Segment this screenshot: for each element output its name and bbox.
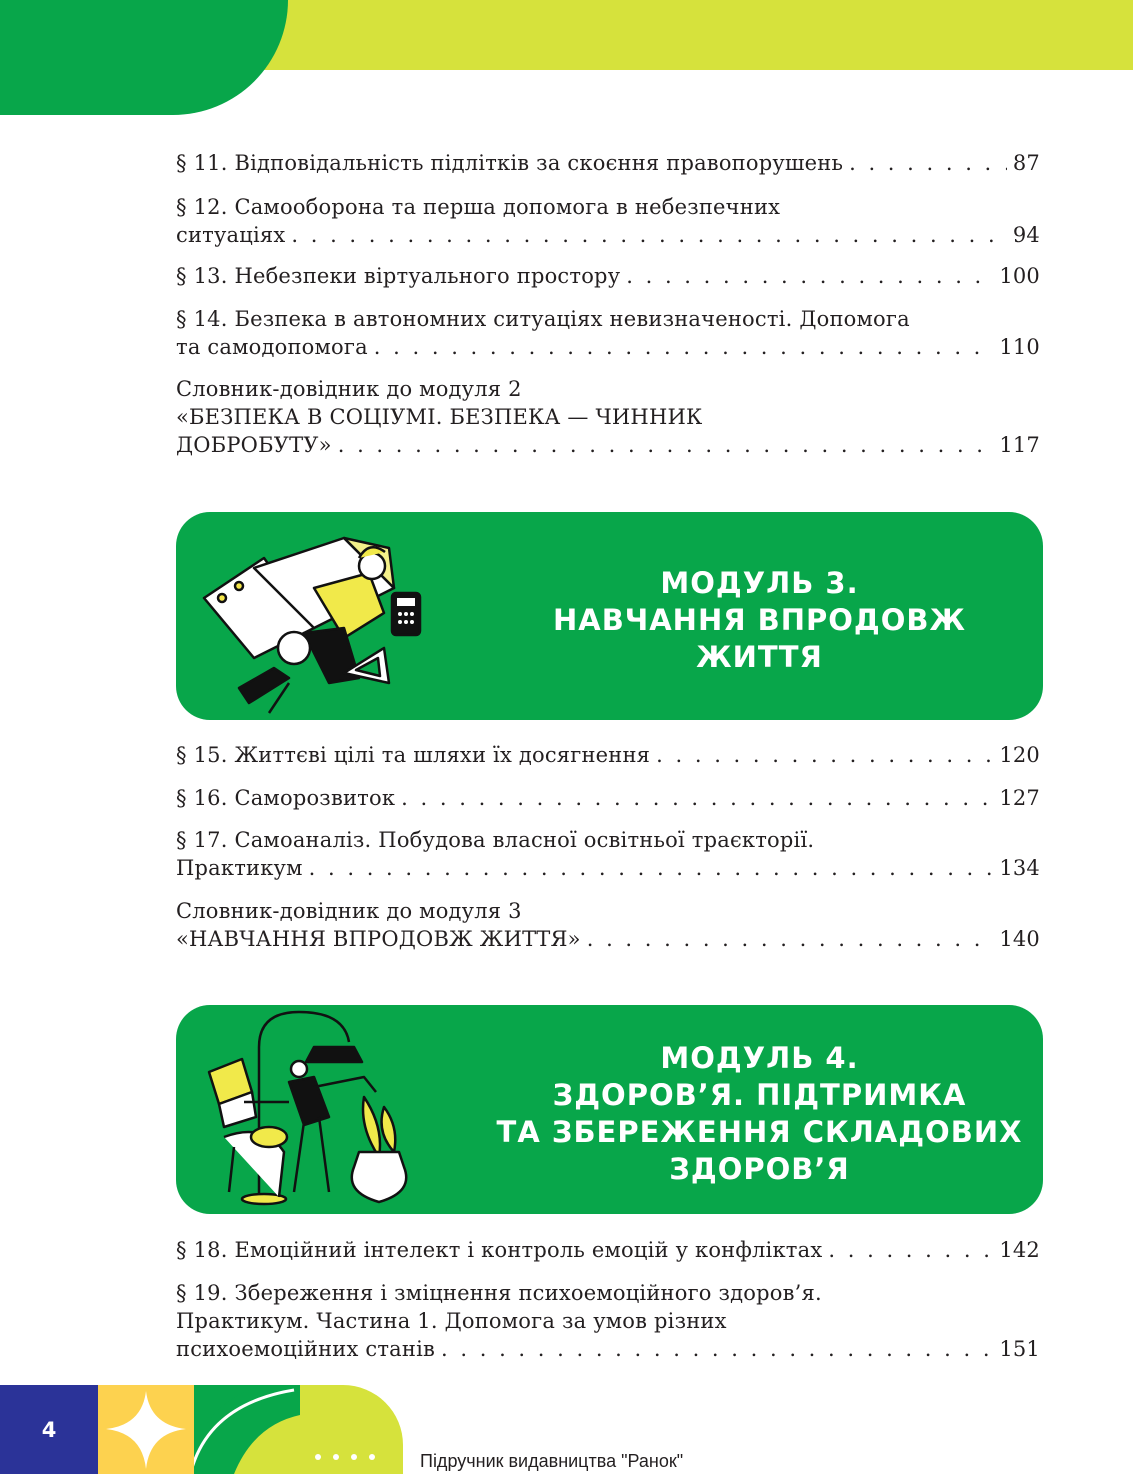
leaf-icon [194,1385,300,1474]
module-title-line: ЖИТТЯ [696,640,823,674]
entry-line: § 17. Самоаналіз. Побудова власної освітньої траєкторії. [176,828,815,852]
entry-page: 151 [999,1337,1040,1361]
toc-entry[interactable] [176,262,1040,290]
module-title-line: ЗДОРОВ’Я. ПІДТРИМКА [552,1078,967,1112]
module-title-line: МОДУЛЬ 4. [660,1041,859,1075]
entry-title: § 13. Небезпеки віртуального простору [176,264,621,288]
entry-page: 100 [999,264,1040,288]
footer-yellow-block [98,1385,194,1474]
entry-page: 127 [999,786,1040,810]
toc-entry[interactable] [176,1279,1040,1363]
toc-entry[interactable] [176,375,1040,459]
module-title-line: ТА ЗБЕРЕЖЕННЯ СКЛАДОВИХ [496,1115,1023,1149]
footer-green-block [194,1385,300,1474]
entry-title: § 18. Емоційний інтелект і контроль емоцій у конфліктах [176,1238,823,1262]
entry-page: 117 [999,433,1040,457]
entry-page: 120 [999,743,1040,767]
entry-line: § 14. Безпека в автономних ситуаціях невизначеності. Допомога [176,307,910,331]
page-number: 4 [0,1385,98,1474]
toc-entry[interactable] [176,784,1040,812]
dots-icon [300,1385,403,1474]
entry-page: 110 [999,335,1040,359]
entry-title: Практикум [176,856,303,880]
module-title-line: МОДУЛЬ 3. [660,566,859,600]
header-green-shape [0,0,288,115]
entry-title: та самодопомога [176,335,368,359]
module-3-banner[interactable] [176,512,1043,720]
sparkle-icon [98,1385,194,1474]
page-footer [0,1385,1133,1474]
entry-title: ДОБРОБУТУ» [176,433,332,457]
entry-title: § 15. Життєві цілі та шляхи їх досягнення [176,743,651,767]
entry-line: Словник-довідник до модуля 3 [176,899,522,923]
toc-entry[interactable] [176,741,1040,769]
student-with-books-icon [194,518,454,718]
toc-entry[interactable] [176,193,1040,249]
toc-entry[interactable] [176,1236,1040,1264]
entry-page: 140 [999,927,1040,951]
entry-line: § 12. Самооборона та перша допомога в небезпечних [176,195,781,219]
entry-page: 142 [999,1238,1040,1262]
entry-title: § 11. Відповідальність підлітків за скоєння правопорушень [176,151,844,175]
module-title-line: НАВЧАННЯ ВПРОДОВЖ [552,603,967,637]
entry-page: 87 [1012,151,1040,175]
entry-title: ситуаціях [176,223,286,247]
entry-line: Словник-довідник до модуля 2 [176,377,522,401]
publisher-credit: Підручник видавництва "Ранок" [420,1451,684,1471]
entry-title: «НАВЧАННЯ ВПРОДОВЖ ЖИТТЯ» [176,927,581,951]
entry-title: психоемоційних станів [176,1337,436,1361]
entry-line: «БЕЗПЕКА В СОЦІУМІ. БЕЗПЕКА — ЧИННИК [176,405,703,429]
toc-entry[interactable] [176,149,1040,177]
module-title-line: ЗДОРОВ’Я [669,1152,850,1186]
entry-page: 94 [1012,223,1040,247]
entry-title: § 16. Саморозвиток [176,786,396,810]
yoga-people-icon [194,1007,454,1212]
toc-entry[interactable] [176,305,1040,361]
toc-entry[interactable] [176,826,1040,882]
module-3-title [476,565,1043,676]
module-4-banner[interactable] [176,1005,1043,1214]
toc-entry[interactable] [176,897,1040,953]
module-4-title [476,1040,1043,1188]
entry-line: Практикум. Частина 1. Допомога за умов різних [176,1309,727,1333]
entry-line: § 19. Збереження і зміцнення психоемоційного здоров’я. [176,1281,822,1305]
footer-lime-block [300,1385,403,1474]
entry-page: 134 [999,856,1040,880]
